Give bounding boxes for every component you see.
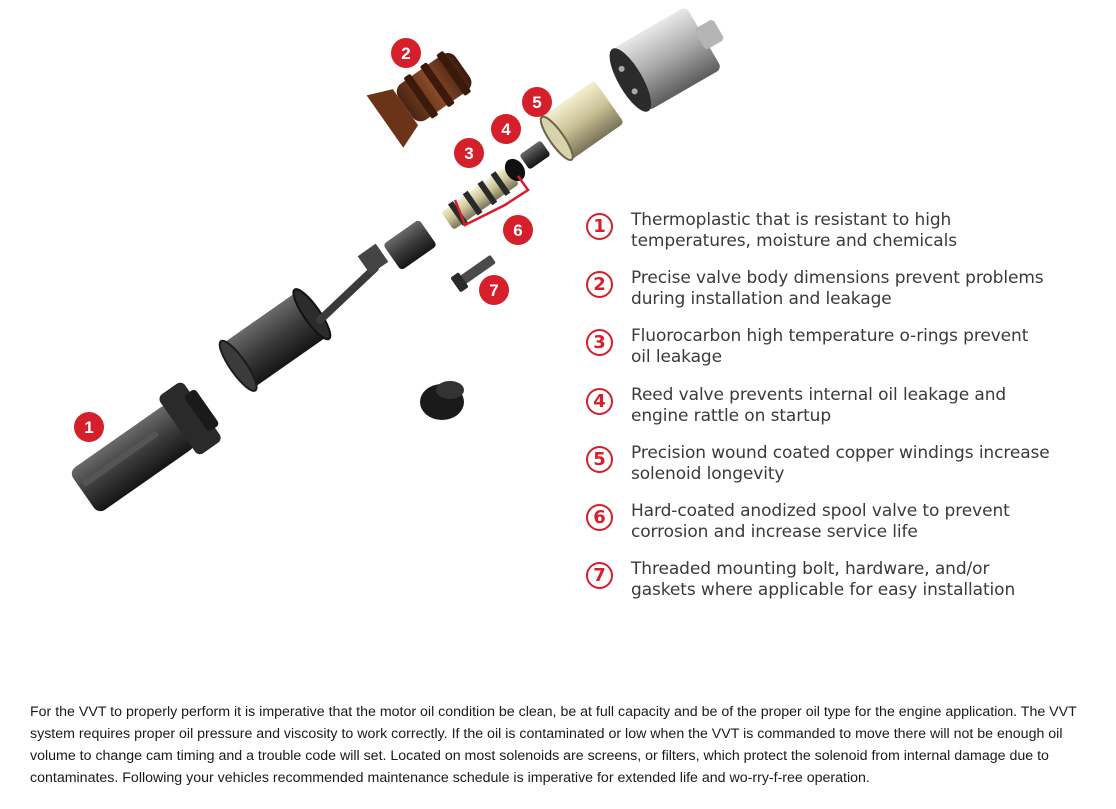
product-description: For the VVT to properly perform it is imperative that the motor oil condition be clean, be at full capacity and be of the proper oil type for the engine application. The VVT system requires proper oil pressure and viscosity to work correctly. If the oil is contaminated or low when the VVT is commanded to move there will not be enough oil volume to change cam timing and a trouble code will set. Located on most solenoids are screens, or filters, which protect the solenoid from internal damage due to contaminates. Following your vehicles recommended maintenance schedule is imperative for extended life and wo-rry-f-ree operation. xyxy=(30,704,1077,787)
svg-text:2: 2 xyxy=(401,44,411,63)
connector-housing-part xyxy=(63,377,228,523)
legend-item-7 xyxy=(586,559,1066,609)
legend-number: 5 xyxy=(586,446,613,473)
legend-number: 3 xyxy=(586,329,613,356)
spring-part xyxy=(519,140,551,170)
legend-text: Reed valve prevents internal oil leakage and engine rattle on startup xyxy=(631,385,1007,426)
svg-text:7: 7 xyxy=(489,281,499,300)
legend-number: 7 xyxy=(586,562,613,589)
armature-rod-part xyxy=(320,244,388,320)
legend-text: Precision wound coated copper windings increase solenoid longevity xyxy=(631,443,1050,484)
badge-4 xyxy=(491,114,521,144)
legend-text: Precise valve body dimensions prevent problems during installation and leakage xyxy=(631,268,1044,309)
legend-number: 2 xyxy=(586,271,613,298)
svg-text:4: 4 xyxy=(501,120,511,139)
svg-text:3: 3 xyxy=(464,144,474,163)
legend-item-6 xyxy=(586,501,1066,551)
legend-text: Thermoplastic that is resistant to high temperatures, moisture and chemicals xyxy=(631,210,957,251)
legend-text: Fluorocarbon high temperature o-rings prevent oil leakage xyxy=(631,326,1029,367)
badge-6 xyxy=(503,215,533,245)
badge-1 xyxy=(74,412,104,442)
svg-text:5: 5 xyxy=(532,93,542,112)
badge-5 xyxy=(522,87,552,117)
legend-text: Hard-coated anodized spool valve to prevent corrosion and increase service life xyxy=(631,501,1010,542)
legend-item-3 xyxy=(586,326,1066,376)
badge-7 xyxy=(479,275,509,305)
legend-item-1 xyxy=(586,210,1066,260)
steel-canister-part xyxy=(602,0,737,117)
legend-number: 4 xyxy=(586,388,613,415)
badge-2 xyxy=(391,38,421,68)
legend-text: Threaded mounting bolt, hardware, and/or gaskets where applicable for easy installation xyxy=(631,559,1016,600)
svg-text:1: 1 xyxy=(84,418,94,437)
valve-body-part xyxy=(367,41,482,148)
grommet-part xyxy=(420,381,464,420)
solenoid-can-part xyxy=(214,285,335,395)
legend-item-5 xyxy=(586,443,1066,493)
legend-item-4 xyxy=(586,385,1066,435)
svg-text:6: 6 xyxy=(513,221,523,240)
plunger-tube-part xyxy=(383,219,437,270)
badge-3 xyxy=(454,138,484,168)
legend-number: 6 xyxy=(586,504,613,531)
legend-number: 1 xyxy=(586,213,613,240)
winding-sleeve-part xyxy=(536,80,624,163)
legend-item-2 xyxy=(586,268,1066,318)
